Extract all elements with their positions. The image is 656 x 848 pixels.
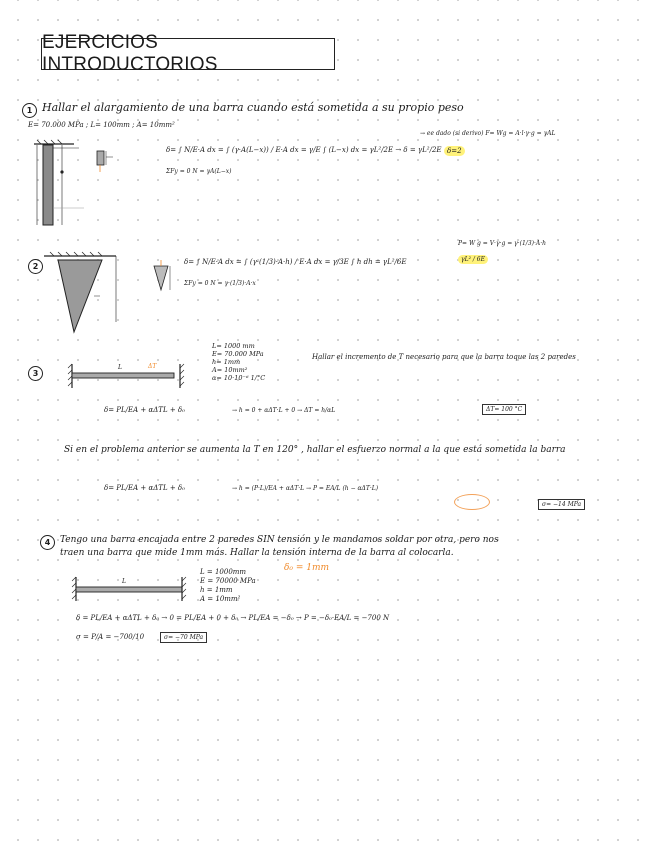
ex3-equation-1: δ= PL/EA + αΔTL + δ₀ xyxy=(104,406,185,414)
ex2-result: γL² / 6E xyxy=(458,255,488,264)
exercise-number-1: 1 xyxy=(22,103,37,118)
ex1-given: E= 70.000 MPa ; L= 100mm ; A= 10mm² xyxy=(28,121,175,129)
ex4-length-label: L xyxy=(122,578,126,585)
ex4-statement-line-2: traen una barra que mide 1mm más. Hallar la tensión interna de la barra al colocarla. xyxy=(60,548,454,558)
ex4-param-A: A = 10mm² xyxy=(200,595,241,603)
ex4-delta-note: δ₀ = 1mm xyxy=(284,563,330,573)
exercise-number-3: 3 xyxy=(28,366,43,381)
ex3-result-2: σ= −14 MPa xyxy=(538,499,585,510)
ex3-param-h: h= 1mm xyxy=(212,358,241,366)
page-title: EJERCICIOS INTRODUCTORIOS xyxy=(41,38,335,70)
ex1-equilibrium: ΣFy = 0 N = γA(L−x) xyxy=(166,168,232,175)
ex3-param-L: L= 1000 mm xyxy=(212,342,255,350)
ex2-equilibrium: ΣFy = 0 N = γ·(1/3)·A·x xyxy=(184,280,256,287)
exercise-number-2: 2 xyxy=(28,259,43,274)
ex4-params xyxy=(200,568,256,604)
ex3-step-1: → h = 0 + αΔT·L + 0 → ΔT = h/αL xyxy=(232,407,336,414)
ex4-equation-2: σ = P/A = −700/10 xyxy=(76,633,145,641)
ex2-free-body-diagram xyxy=(150,262,180,300)
ex1-result: δ=2 xyxy=(444,146,465,156)
ex4-param-L: L = 1000mm xyxy=(200,568,247,576)
ex2-equation: δ= ∫ N/E·A dx = ∫ (γ·(1/3)·A·h) / E·A dx = γ/3E ∫ h dh = γL²/6E xyxy=(184,258,407,266)
ex1-equation: δ= ∫ N/E·A dx = ∫ (γ·A(L−x)) / E·A dx = γ/E ∫ (L−x) dx = γL²/2E → δ = γL²/2E xyxy=(166,146,442,154)
ex3-params xyxy=(212,342,265,382)
ex4-equation-1: δ = PL/EA + αΔTL + δ₀ → 0 = PL/EA + 0 + δ₀ → PL/EA = −δ₀ → P = −δ₀·EA/L = −700 N xyxy=(76,614,390,622)
exercise-number-4: 4 xyxy=(40,535,55,550)
ex2-cone-diagram xyxy=(44,252,139,342)
ex3-param-alpha: α= 10·10⁻⁶ 1/°C xyxy=(212,374,266,382)
ex1-statement: Hallar el alargamiento de una barra cuando está sometida a su propio peso xyxy=(42,101,464,114)
ex3-equation-2: δ= PL/EA + αΔTL + δ₀ xyxy=(104,484,185,492)
ex3-param-E: E= 70.000 MPa xyxy=(212,350,264,358)
ex4-param-E: E = 70000 MPa xyxy=(200,577,256,585)
ex4-bar-diagram xyxy=(72,575,192,603)
ex1-weight-note: → ee dado (si derivo) F= Wg = A·l·γ·g = γAL xyxy=(420,130,556,137)
ex4-param-h: h = 1mm xyxy=(200,586,233,594)
ex3-followup: Si en el problema anterior se aumenta la T en 120° , hallar el esfuerzo normal a la que está sometida la barra xyxy=(64,445,566,455)
ex3-question: Hallar el incremento de T necesario para que la barra toque las 2 paredes xyxy=(312,353,576,361)
ex3-bar-diagram xyxy=(68,362,188,392)
ex4-statement-line-1: Tengo una barra encajada entre 2 paredes SIN tensión y le mandamos soldar por otra, pero nos xyxy=(60,535,499,545)
ex4-result: σ= −70 MPa xyxy=(160,632,207,643)
ex1-free-body-diagram xyxy=(95,147,125,177)
ex3-temperature-label: ΔT xyxy=(148,363,157,370)
ex3-param-A: A= 10mm² xyxy=(212,366,248,374)
ex3-result-1: ΔT= 100 °C xyxy=(482,404,526,415)
ex2-weight-note: P= W g = V·γ·g = γ·(1/3)·A·h xyxy=(458,240,546,247)
ex3-highlight-circle xyxy=(454,494,490,510)
ex3-length-label: L xyxy=(118,364,122,371)
ex3-step-2: → h = (P·L)/EA + αΔT·L → P = EA/L (h − αΔT·L) xyxy=(232,485,379,492)
